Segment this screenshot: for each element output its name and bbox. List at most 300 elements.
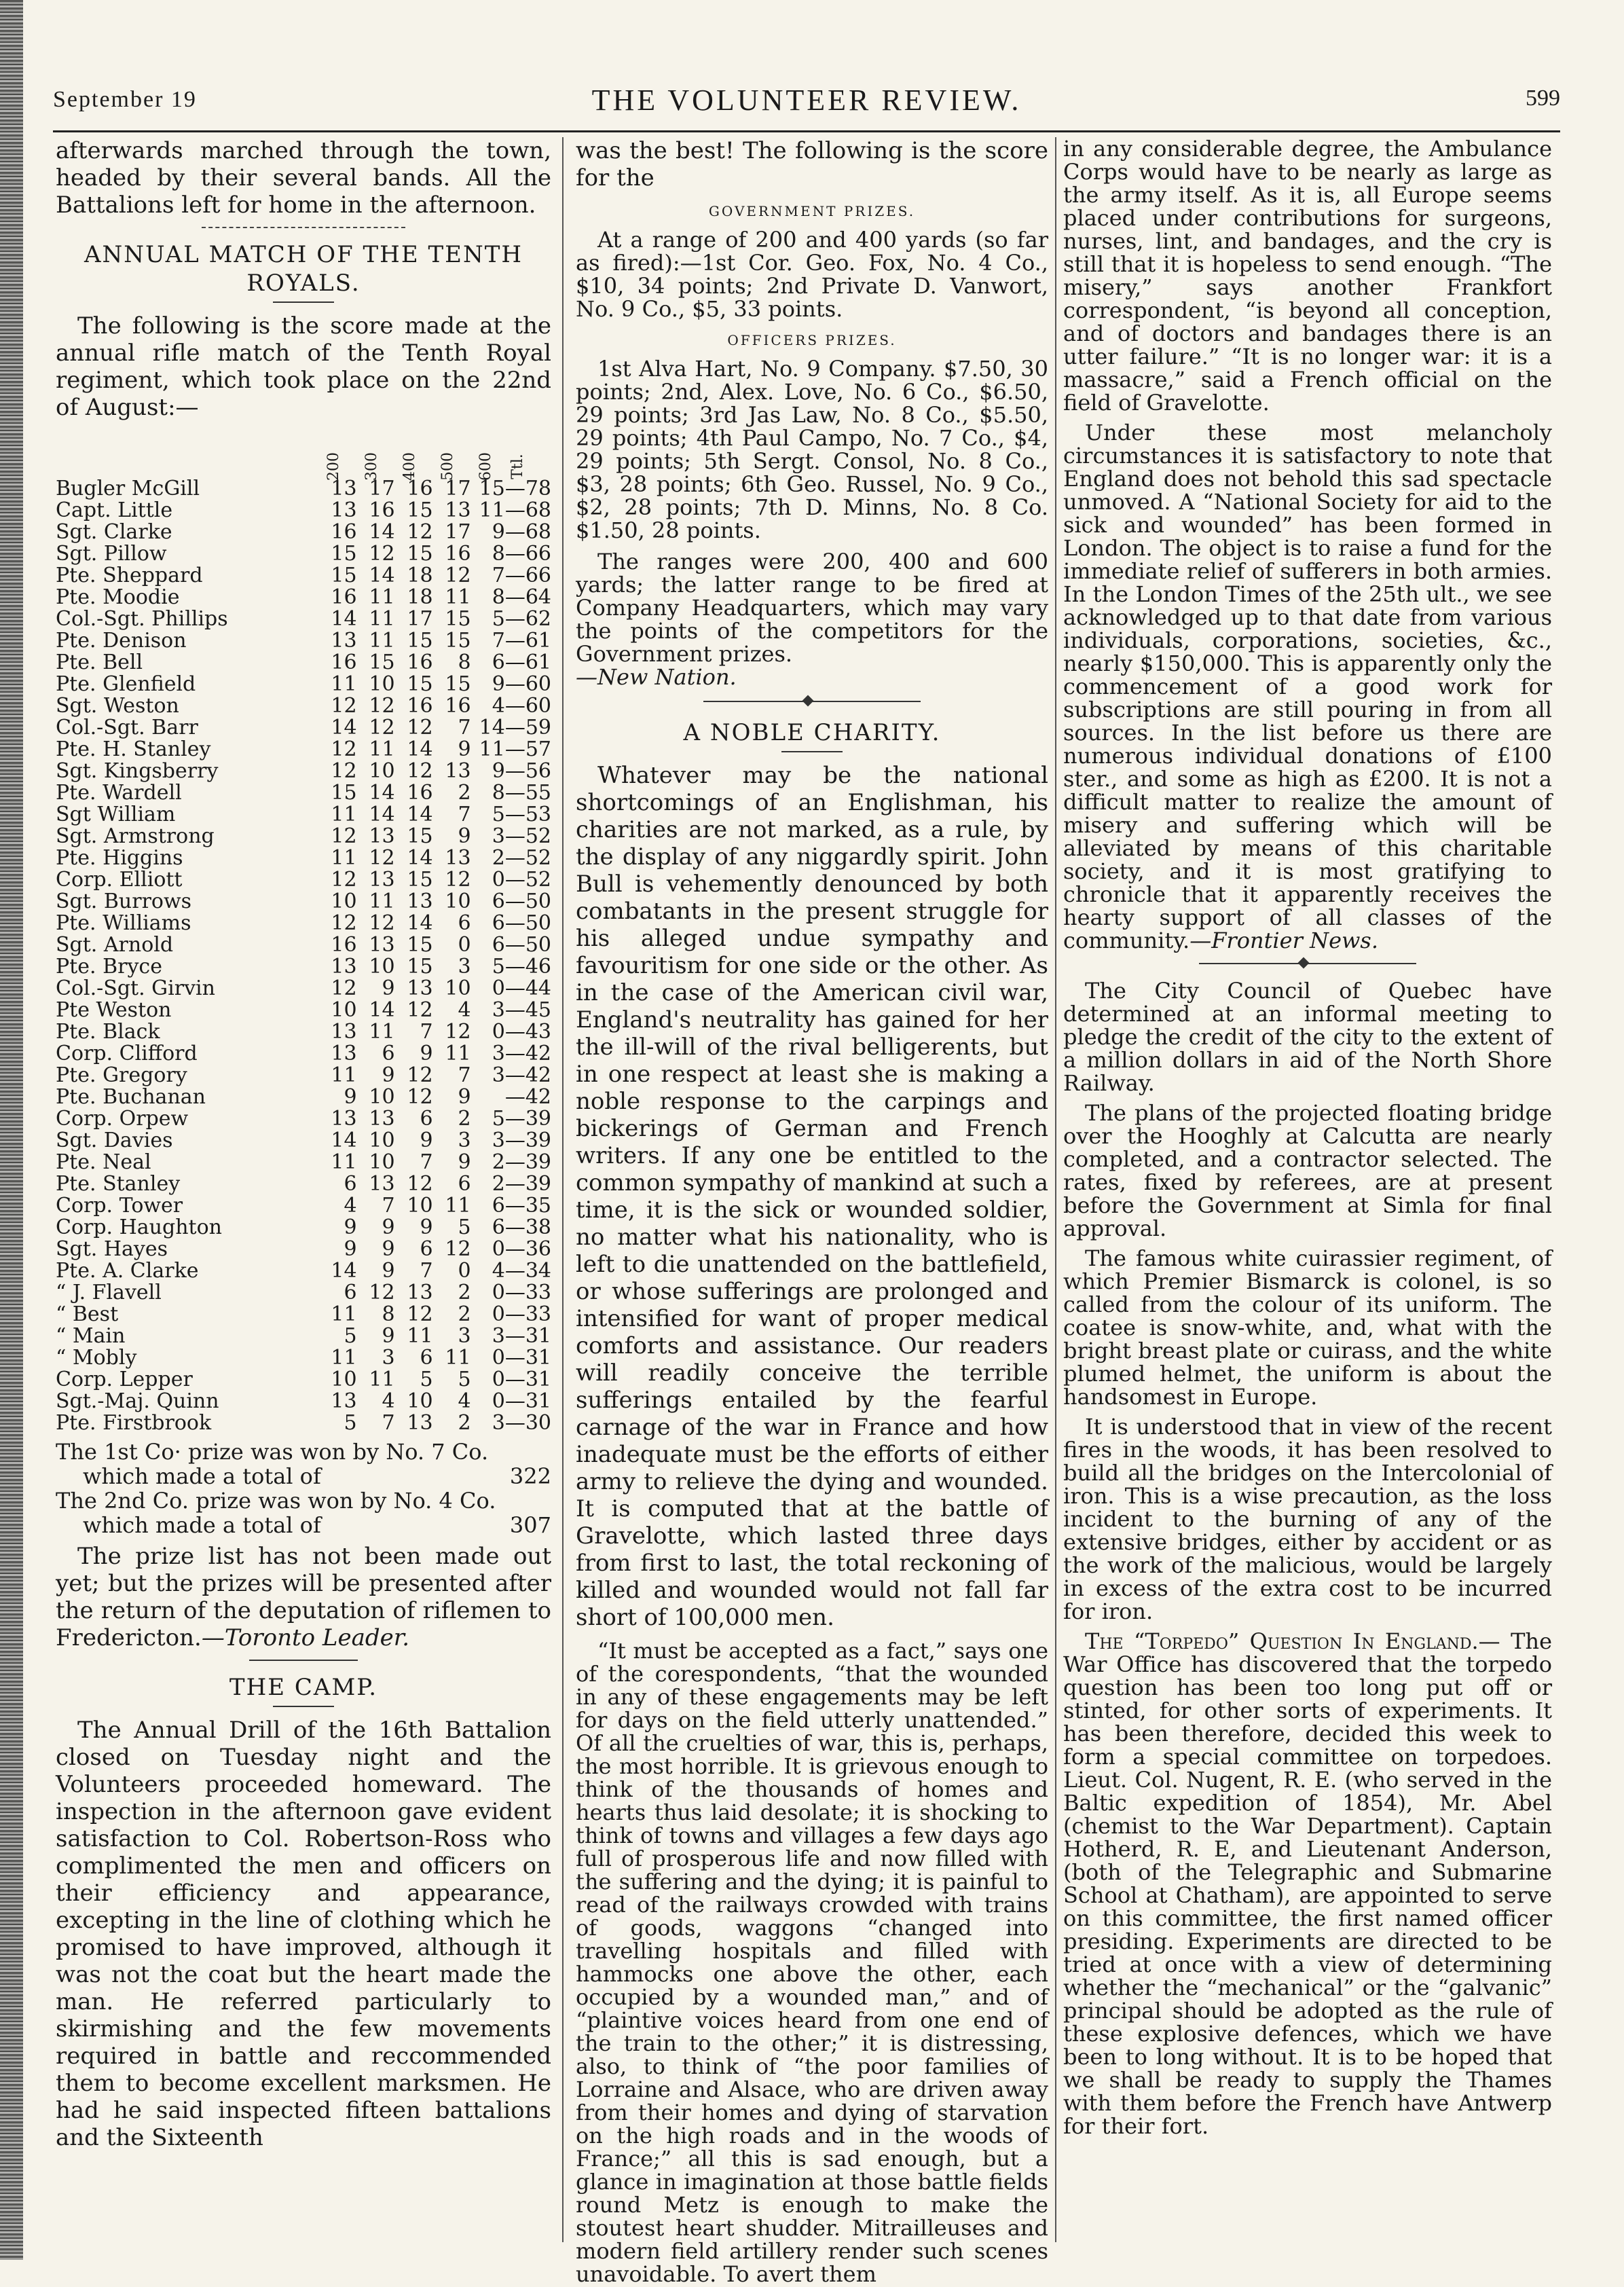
competitor-name: Sgt.-Maj. Quinn [56,1391,219,1412]
score-row [56,695,551,717]
competitor-name: Pte. Buchanan [56,1086,206,1108]
range-score: 11 [369,1368,395,1391]
score-row [56,1239,551,1260]
score-row [56,1000,551,1021]
total-score: 9—56 [492,759,551,783]
total-score: 7—61 [492,629,551,653]
range-score: 6 [344,1281,357,1304]
range-score: 10 [369,1150,395,1174]
competitor-name: Pte. Black [56,1021,160,1043]
score-rows [56,478,551,1434]
range-score: 12 [331,694,357,718]
article-title: THE CAMP. [229,1674,378,1701]
section-rule [249,1660,358,1661]
competitor-name: Pte. Bryce [56,956,162,978]
total-score: 14—59 [479,716,551,739]
competitor-name: Corp. Lepper [56,1369,193,1391]
range-score: 9 [420,1042,433,1065]
range-score: 10 [331,998,357,1022]
score-row [56,1260,551,1282]
competitor-name: Col.-Sgt. Phillips [56,608,228,630]
range-score: 15 [407,933,433,957]
range-score: 12 [331,911,357,935]
range-score: 16 [407,477,433,500]
range-score: 16 [407,651,433,674]
article-title: A NOBLE CHARITY. [683,719,941,746]
total-score: 0—36 [492,1237,551,1261]
range-score: 11 [445,1346,471,1370]
range-score: 7 [458,716,471,739]
news-item: The City Council of Quebec have determined at an informal meeting to pledge the credit of the city to the extent of a million dollars in aid of the North Shore Railway. [1063,978,1552,1096]
score-row [56,478,551,500]
range-score: 10 [369,672,395,696]
range-score: 12 [445,1020,471,1044]
range-score: 14 [331,607,357,631]
range-score: 17 [369,477,395,500]
range-score: 7 [382,1411,395,1435]
score-row [56,1304,551,1325]
range-score: 10 [407,1389,433,1413]
range-score: 6 [344,1172,357,1196]
range-score: 14 [407,911,433,935]
score-row [56,1217,551,1239]
competitor-name: Pte. Sheppard [56,565,203,587]
range-score: 9 [344,1237,357,1261]
range-score: 8 [382,1302,395,1326]
range-score: 15 [331,564,357,587]
range-score: 3 [458,1324,471,1348]
range-score: 12 [445,564,471,587]
competitor-name: Corp. Haughton [56,1217,222,1239]
competitor-name: Bugler McGill [56,478,200,500]
total-score: 8—55 [492,781,551,805]
range-score: 14 [331,1259,357,1283]
range-score: 15 [407,629,433,653]
range-score: 9 [382,1063,395,1087]
competitor-name: Sgt. Arnold [56,934,174,956]
page-number: 599 [1526,86,1560,111]
score-row [56,1173,551,1195]
score-row [56,1130,551,1152]
subsection-title: OFFICERS PRIZES. [727,332,897,348]
score-row [56,956,551,978]
competitor-name: Pte. Stanley [56,1173,181,1195]
score-row [56,543,551,565]
range-score: 15 [407,955,433,978]
range-score: 15 [445,672,471,696]
range-score: 14 [369,564,395,587]
range-score: 3 [458,1129,471,1152]
competitor-name: Sgt. Pillow [56,543,167,565]
total-score: 11—68 [479,498,551,522]
score-row [56,1086,551,1108]
score-row [56,782,551,804]
range-score: 14 [407,846,433,870]
total-score: 3—30 [492,1411,551,1435]
article-source: —Toronto Leader. [201,1624,410,1651]
range-score: 13 [369,1172,395,1196]
range-score: 14 [331,716,357,739]
competitor-name: Sgt. Weston [56,695,179,717]
score-row [56,1369,551,1391]
competitor-name: Sgt. Clarke [56,522,172,543]
range-score: 11 [331,803,357,826]
total-score: 15—78 [479,477,551,500]
range-score: 0 [458,1259,471,1283]
range-score: 13 [331,477,357,500]
range-score: 13 [331,1020,357,1044]
range-score: 12 [331,759,357,783]
range-score: 16 [331,520,357,544]
range-score: 4 [458,998,471,1022]
page-header [53,80,1560,128]
range-score: 11 [331,672,357,696]
competitor-name: Pte. Wardell [56,782,182,804]
range-score: 11 [369,890,395,913]
score-row [56,717,551,739]
range-score: 15 [407,542,433,566]
range-score: 11 [331,1150,357,1174]
range-score: 5 [420,1368,433,1391]
range-score: 11 [331,1346,357,1370]
score-row [56,500,551,522]
range-score: 15 [407,824,433,848]
competitor-name: Pte. Higgins [56,847,183,869]
score-row [56,630,551,652]
score-row [56,1152,551,1173]
title-rule [273,301,334,303]
masthead-title: THE VOLUNTEER REVIEW. [591,84,1022,117]
range-score: 13 [331,1389,357,1413]
score-row [56,869,551,891]
article-continuation: was the best! The following is the score for the [576,137,1048,191]
prize-total: 322 [509,1463,551,1489]
range-score: 12 [331,976,357,1000]
total-score: 5—53 [492,803,551,826]
range-score: 12 [369,911,395,935]
score-row [56,652,551,674]
article-paragraph: At a range of 200 and 400 yards (so far as fired):—1st Cor. Geo. Fox, No. 4 Co., $10, 34 points; 2nd Private D. Vanwort, No. 9 Co., $5, 33 points. [576,227,1048,322]
title-rule [273,1706,334,1707]
score-row [56,978,551,1000]
competitor-name: Pte. Moodie [56,587,180,608]
range-score: 8 [458,651,471,674]
total-score: 9—68 [492,520,551,544]
score-row [56,739,551,761]
range-score: 9 [382,1324,395,1348]
range-score: 12 [407,1085,433,1109]
range-score: 5 [344,1411,357,1435]
column-3 [1063,137,1552,2242]
total-score: 2—39 [492,1150,551,1174]
range-score: 10 [331,1368,357,1391]
range-score: 10 [369,1085,395,1109]
column-1 [56,137,551,2242]
range-score: 18 [407,585,433,609]
range-score: 15 [369,651,395,674]
range-score: 0 [458,933,471,957]
score-row [56,1282,551,1304]
score-row [56,891,551,913]
range-score: 4 [382,1389,395,1413]
total-score: 0—33 [492,1281,551,1304]
competitor-name: Pte. Gregory [56,1065,187,1086]
total-score: 8—64 [492,585,551,609]
range-score: 9 [344,1215,357,1239]
total-score: 7—66 [492,564,551,587]
total-score: 0—43 [492,1020,551,1044]
range-score: 15 [407,868,433,892]
range-score: 13 [407,976,433,1000]
total-score: 0—31 [492,1346,551,1370]
range-score: 15 [445,629,471,653]
score-row [56,565,551,587]
score-row [56,1391,551,1412]
total-score: 3—42 [492,1063,551,1087]
range-score: 11 [369,629,395,653]
range-score: 12 [369,1281,395,1304]
article-paragraph: “It must be accepted as a fact,” says one of the corespondents, “that the wounded in any of these engagements may be left for days on the field utterly unattended.” Of all the cruelties of war, this is, perhaps, the most horrible. It is grievous enough to think of the thousands of homes and hearts thus laid desolate; it is shocking to think of towns and villages a few days ago full of prosperous life and now filled with the suffering and the dying; it is painful to read of the railways crowded with trains of goods, waggons “changed into travelling hospitals and filled with hammocks one above the other, each occupied by a wounded man,” and of “plaintive voices heard from one end of the train to the other;” it is distressing, also, to think of “the poor families of Lorraine and Alsace, who are driven away from their homes and dying of starvation on the high roads and in the woods of France;” all this is sad enough, but a glance in imagination at those battle fields round Metz is enough to make the stoutest heart shudder. Mitrailleuses and modern field artillery render such scenes unavoidable. To avert them [576,1638,1048,2287]
competitor-name: Pte. Neal [56,1152,151,1173]
range-score: 12 [331,824,357,848]
total-score: 3—39 [492,1129,551,1152]
total-score: 3—52 [492,824,551,848]
range-header: 300 [363,452,380,481]
range-score: 7 [382,1194,395,1218]
news-item: The famous white cuirassier regiment, of which Premier Bismarck is colonel, is so called from the colour of its uniform. The coatee is snow-white, and, what with the bright breast plate or cuirass, and the white plumed helmet, the uniform is about the handsomest in Europe. [1063,1245,1552,1410]
score-row [56,761,551,782]
range-score: 9 [458,737,471,761]
range-score: 12 [407,1172,433,1196]
range-score: 14 [369,781,395,805]
range-score: 11 [369,1020,395,1044]
competitor-name: Pte. Williams [56,913,191,934]
score-row [56,934,551,956]
range-score: 11 [445,585,471,609]
range-score: 14 [369,520,395,544]
competitor-name: Sgt. Kingsberry [56,761,219,782]
range-score: 10 [445,976,471,1000]
competitor-name: Capt. Little [56,500,173,522]
score-row [56,1412,551,1434]
section-ornament [1199,959,1416,968]
range-score: 12 [331,868,357,892]
range-score: 16 [445,694,471,718]
score-row [56,587,551,608]
range-score: 16 [331,651,357,674]
range-score: 6 [458,911,471,935]
range-score: 2 [458,1411,471,1435]
range-score: 10 [369,759,395,783]
range-score: 16 [331,585,357,609]
range-score: 11 [369,737,395,761]
total-score: 8—66 [492,542,551,566]
range-header: 200 [325,452,342,481]
total-score: —42 [504,1085,551,1109]
total-score: 5—39 [492,1107,551,1131]
range-score: 13 [331,955,357,978]
competitor-name: Pte. H. Stanley [56,739,211,761]
range-score: 13 [407,1411,433,1435]
range-score: 18 [407,564,433,587]
range-score: 9 [420,1215,433,1239]
range-score: 15 [331,542,357,566]
score-row [56,1325,551,1347]
range-score: 11 [331,1302,357,1326]
prize-total: 307 [509,1512,551,1538]
article-paragraph: The ranges were 200, 400 and 600 yards; the latter range to be fired at Company Headquarters, which may vary the points of the competitors for the Government prizes. —New Nation. [576,549,1048,690]
score-row [56,522,551,543]
range-score: 10 [369,1129,395,1152]
score-header-row [56,429,551,478]
range-score: 6 [382,1042,395,1065]
column-2 [576,137,1048,2287]
competitor-name: Corp. Orpew [56,1108,189,1130]
range-score: 17 [445,520,471,544]
item-heading: The “Torpedo” Question In England.— [1085,1628,1500,1654]
total-score: 5—62 [492,607,551,631]
article-paragraph: 1st Alva Hart, No. 9 Company. $7.50, 30 points; 2nd, Alex. Love, No. 6 Co., $6.50, 29 points; 3rd Jas Law, No. 8 Co., $5.50, 29 points; 4th Paul Campo, No. 7 Co., $4, 29 points; 5th Sergt. Consol, No. 8 Co., $3, 28 points; 6th Geo. Russel, No. 9 Co., $2, 28 points; 7th D. Minns, No. 8 Co. $1.50, 28 points. [576,356,1048,543]
range-score: 14 [407,737,433,761]
range-header: 600 Ttl. [477,452,526,481]
section-rule [202,227,405,228]
company-prizes [56,1440,551,1537]
range-score: 13 [331,498,357,522]
article-continuation: in any considerable degree, the Ambulance Corps would have to be nearly as large as the army itself. As it is, all Europe seems placed under contributions for surgeons, nurses, lint, and bandages, and the cry is still that it is hopeless to send enough. “The misery,” says another Frankfort correspondent, “is beyond all conception, and of doctors and bandages there is an utter failure.” “It is no longer war: it is a massacre,” said a French official on the field of Gravelotte. [1063,136,1552,416]
score-row [56,1021,551,1043]
competitor-name: Pte. A. Clarke [56,1260,199,1282]
header-date: September 19 [53,87,197,112]
subsection-title: GOVERNMENT PRIZES. [708,203,916,219]
range-score: 15 [407,498,433,522]
total-score: 4—60 [492,694,551,718]
range-score: 9 [458,1085,471,1109]
range-score: 9 [458,824,471,848]
range-score: 12 [369,716,395,739]
total-score: 11—57 [479,737,551,761]
range-score: 9 [458,1150,471,1174]
range-score: 7 [458,1063,471,1087]
competitor-name: Sgt. Burrows [56,891,192,913]
range-score: 9 [420,1129,433,1152]
competitor-name: “ Mobly [56,1347,137,1369]
competitor-name: “ Main [56,1325,126,1347]
score-row [56,1065,551,1086]
score-row [56,1043,551,1065]
article-paragraph: The prize list has not been made out yet; but the prizes will be presented after the return of the deputation of riflemen to Fredericton.—Toronto Leader. [56,1543,551,1651]
range-score: 5 [458,1368,471,1391]
score-row [56,847,551,869]
header-rule [53,130,1560,132]
range-score: 16 [445,542,471,566]
news-item: It is understood that in view of the recent fires in the woods, it has been resolved to build all the bridges on the Intercolonial of iron. This is a wise precaution, as the loss incident to the burning of any of the extensive bridges, either by accident or as the work of the malicious, would be largely in excess of the extra cost to be incurred for iron. [1063,1414,1552,1624]
range-score: 12 [407,759,433,783]
range-score: 9 [382,1237,395,1261]
range-score: 13 [445,846,471,870]
competitor-name: Corp. Clifford [56,1043,198,1065]
range-score: 12 [369,542,395,566]
range-score: 10 [369,955,395,978]
range-score: 13 [331,1107,357,1131]
article-source: —Frontier News. [1189,928,1378,953]
competitor-name: Col.-Sgt. Girvin [56,978,215,1000]
range-score: 13 [369,824,395,848]
range-score: 10 [331,890,357,913]
range-score: 12 [407,998,433,1022]
range-score: 10 [407,1194,433,1218]
range-score: 16 [331,933,357,957]
score-row [56,1347,551,1369]
range-score: 2 [458,1107,471,1131]
range-score: 2 [458,1302,471,1326]
range-score: 7 [420,1150,433,1174]
range-header: 500 [439,452,456,481]
range-score: 11 [407,1324,433,1348]
range-header: 400 [401,452,418,481]
range-score: 13 [445,498,471,522]
article-paragraph: The following is the score made at the annual rifle match of the Tenth Royal regiment, which took place on the 22nd of August:— [56,312,551,421]
competitor-name: Corp. Elliott [56,869,183,891]
title-rule [781,751,843,752]
competitor-name: Sgt. Hayes [56,1239,168,1260]
score-row [56,804,551,826]
score-row [56,1195,551,1217]
range-score: 9 [382,976,395,1000]
range-score: 10 [445,890,471,913]
total-score: 6—50 [492,890,551,913]
range-score: 14 [407,803,433,826]
competitor-name: Corp. Tower [56,1195,183,1217]
prize-line: The 2nd Co. prize was won by No. 4 Co. [56,1488,496,1514]
total-score: 0—52 [492,868,551,892]
news-item: The “Torpedo” Question In England.— The War Office has discovered that the torpedo question has been too long put off or stinted, for other sorts of experiments. It has been therefore, decided this week to form a special committee on torpedoes. Lieut. Col. Nugent, R. E. (who served in the Baltic expedition of 1854), Mr. Abel (chemist to the War Department). Captain Hotherd, R. E, and Lieutenant Anderson, (both of the Telegraphic and Submarine School at Chatham), are appointed to serve on this committee, the first named officer presiding. Experiments are directed to be tried at once with a view of determining whether the “mechanical” or the “galvanic” principal should be adopted as the rule of these explosive defences, which we have been to long without. It is to be hoped that we shall be ready to supply the Thames with them before the French have Antwerp for their fort. [1063,1628,1553,2139]
total-score: 2—52 [492,846,551,870]
range-score: 14 [369,803,395,826]
range-score: 6 [420,1346,433,1370]
range-score: 3 [458,955,471,978]
binding-edge [0,0,23,2260]
competitor-name: Pte. Denison [56,630,187,652]
total-score: 3—31 [492,1324,551,1348]
range-score: 16 [407,781,433,805]
range-score: 11 [445,1042,471,1065]
column-divider [562,137,564,2242]
total-score: 0—31 [492,1389,551,1413]
article-continuation: afterwards marched through the town, headed by their several bands. All the Battalions left for home in the afternoon. [56,137,551,219]
range-score: 13 [407,1281,433,1304]
total-score: 4—34 [492,1259,551,1283]
competitor-name: Sgt. Davies [56,1130,173,1152]
prize-line: The 1st Co· prize was won by No. 7 Co. [56,1439,489,1465]
range-score: 15 [407,672,433,696]
range-score: 6 [420,1107,433,1131]
range-score: 12 [407,1063,433,1087]
range-score: 11 [331,1063,357,1087]
competitor-name: Pte Weston [56,1000,172,1021]
range-score: 9 [344,1085,357,1109]
range-score: 9 [382,1215,395,1239]
range-score: 12 [369,694,395,718]
range-score: 4 [458,1389,471,1413]
total-score: 6—50 [492,911,551,935]
range-score: 11 [445,1194,471,1218]
range-score: 9 [382,1259,395,1283]
article-paragraph: Whatever may be the national shortcomings of an Englishman, his charities are not marked, as a rule, by the display of any niggardly spirit. John Bull is vehemently denounced by both combatants in the present struggle for his alleged undue sympathy and favouritism for one side or the other. As in the case of the American civil war, England's neutrality has gained for her the ill-will of the rival belligerents, but in one respect at least she is making a noble response to the carpings and bickerings of German and French writers. If any one be entitled to the common sympathy of mankind at such a time, it is the sick or wounded soldier, no matter what his nationality, who is left to die unattended on the battlefield, or whose sufferings are prolonged and intensified for want of proper medical comforts and assistance. Our readers will readily conceive the terrible sufferings entailed by the fearful carnage of the war in France and how inadequate must be the efforts of either army to relieve the dying and wounded. It is computed that at the battle of Gravelotte, which lasted three days from first to last, the total reckoning of killed and wounded would not fall far short of 100,000 men. [576,762,1048,1631]
range-score: 17 [445,477,471,500]
competitor-name: Pte. Bell [56,652,143,674]
total-score: 9—60 [492,672,551,696]
range-score: 4 [344,1194,357,1218]
